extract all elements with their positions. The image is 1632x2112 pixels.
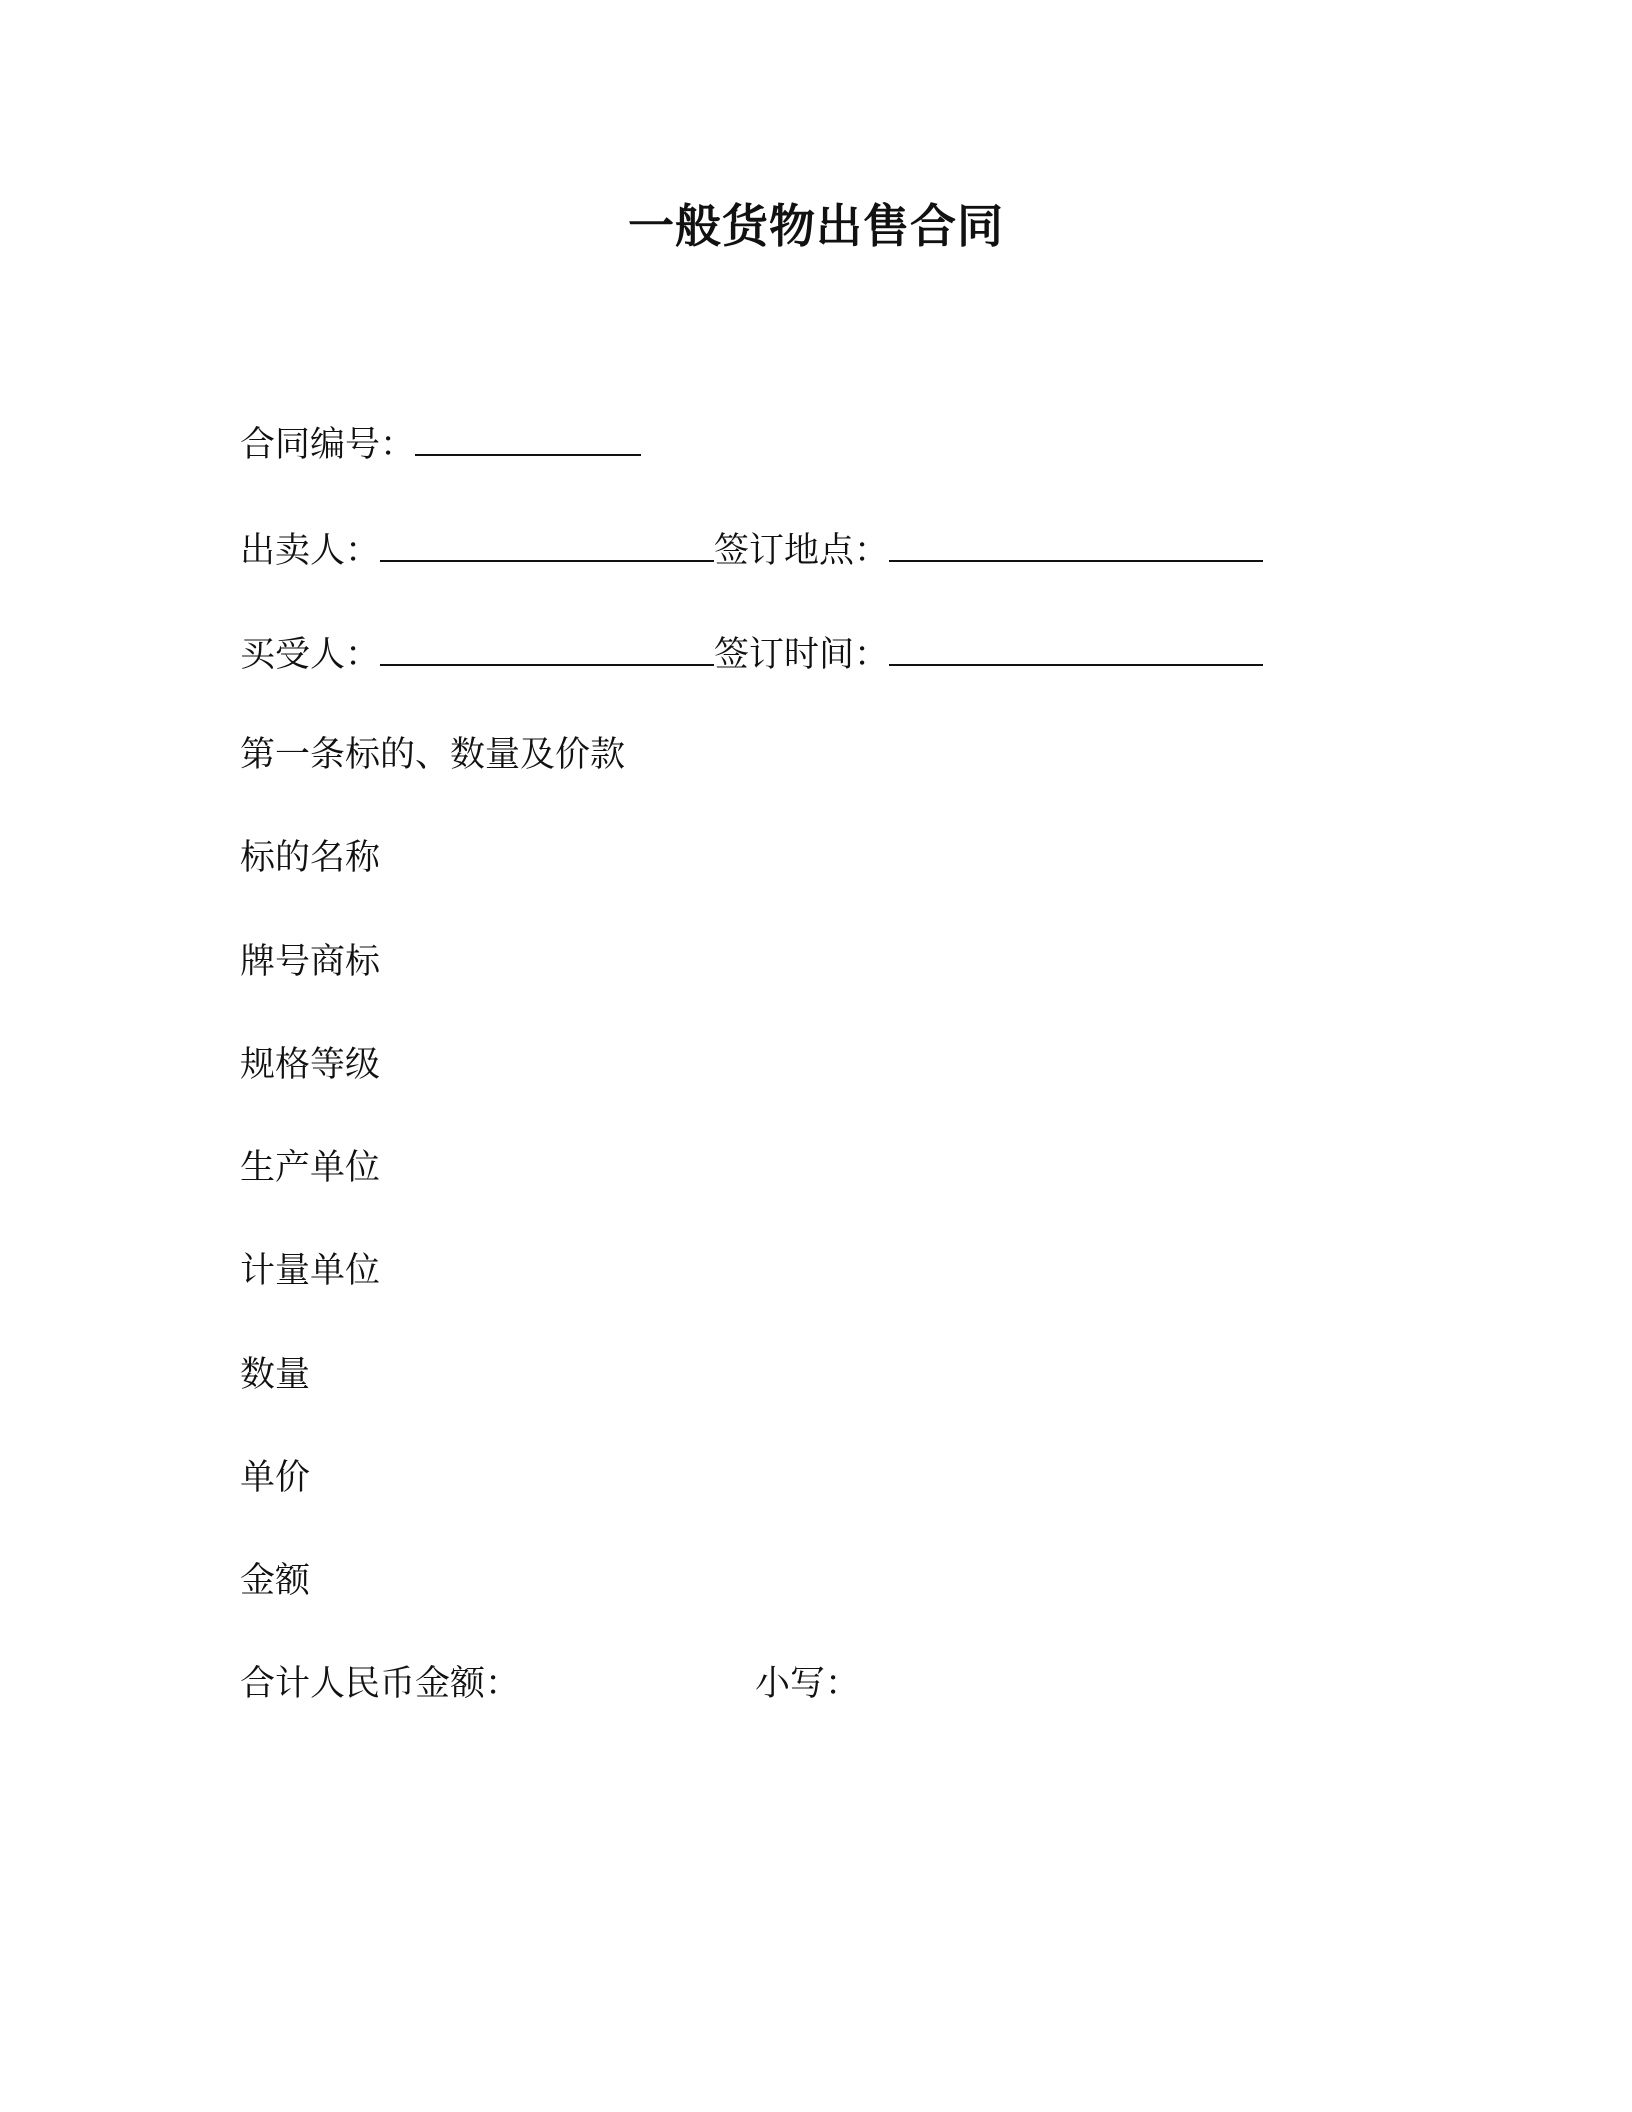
seller-label: 出卖人：: [240, 531, 381, 571]
seller-blank[interactable]: [380, 530, 714, 562]
contract-number-row: [240, 422, 641, 468]
sign-time-label: 签订时间：: [714, 635, 890, 675]
item-amount: 金额: [240, 1561, 311, 1601]
sign-place-label: 签订地点：: [714, 531, 890, 571]
item-manufacturer: 生产单位: [240, 1148, 381, 1188]
document-title: 一般货物出售合同: [628, 199, 1004, 253]
buyer-blank[interactable]: [380, 634, 714, 666]
item-brand-trademark: 牌号商标: [240, 942, 381, 982]
buyer-row: [240, 632, 1263, 678]
contract-number-label: 合同编号：: [240, 425, 416, 465]
contract-number-blank[interactable]: [415, 424, 641, 456]
sign-time-blank[interactable]: [889, 634, 1263, 666]
total-rmb-label: 合计人民币金额：: [240, 1664, 521, 1704]
item-unit-price: 单价: [240, 1458, 311, 1498]
item-subject-name: 标的名称: [240, 838, 381, 878]
sign-place-blank[interactable]: [889, 530, 1263, 562]
item-measure-unit: 计量单位: [240, 1251, 381, 1291]
item-spec-grade: 规格等级: [240, 1045, 381, 1085]
item-quantity: 数量: [240, 1355, 311, 1395]
buyer-label: 买受人：: [240, 635, 381, 675]
lowercase-amount-label: 小写：: [755, 1664, 861, 1704]
seller-row: [240, 528, 1263, 574]
article-1-heading: 第一条标的、数量及价款: [240, 735, 626, 775]
